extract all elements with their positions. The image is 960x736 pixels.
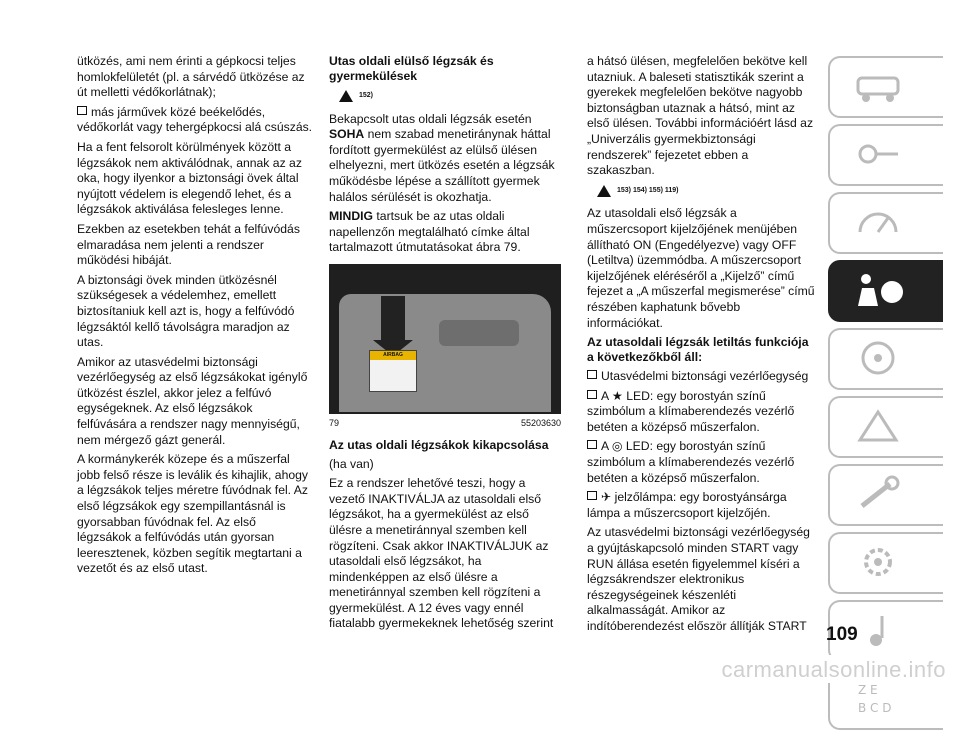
warning-reference (597, 183, 817, 199)
emphasis: SOHA (329, 127, 365, 142)
alphabet-index-icon (852, 678, 908, 718)
paragraph: Ez a rendszer lehetővé teszi, hogy a vezető INAKTIVÁLJA az utasoldali első légzsákot, ha a gyermekülést az első ülésre a menetiránnyal szemben kell rögzíteni. Csak akkor INAKTIVÁLJUK az utasoldali első légzsákot, ha mindenképpen az első ülésre a menetiránnyal szemben kell rögzíteni a gyermekülést. A 12 éves vagy ennél fiatalabb gyermekeknek lehetőség szerint (329, 476, 554, 631)
paragraph (329, 209, 561, 256)
bullet-text: A (601, 388, 609, 403)
paragraph: Ha a fent felsorolt körülmények között a légzsákok nem aktiválódnak, annak az az oka, hogy ilyenkor a biztonsági övek által nyújtott védelem is elegendő lehet, és a légzsákok aktiválása felesleges lenne. (77, 139, 302, 217)
bullet-icon (77, 106, 87, 115)
reference-number: 152) (359, 92, 374, 99)
watermark[interactable]: carmanualsonline.info (721, 657, 946, 682)
airbag-warning-light-icon: ✈ (601, 490, 612, 505)
passenger-airbag-on-icon: ◎ (611, 439, 623, 454)
bullet-icon (587, 440, 597, 449)
tab-instruments[interactable] (828, 192, 943, 254)
bullet-item (587, 389, 817, 436)
tab-driving[interactable] (828, 328, 943, 390)
text-column-3 (587, 54, 817, 639)
reference-numbers: 153) 154) 155) 119) (617, 186, 679, 194)
section-heading: Az utasoldali légzsák letiltás funkciója a következőkből áll: (587, 335, 809, 365)
bullet-item (587, 490, 817, 521)
paragraph: Ezekben az esetekben tehát a felfúvódás elmaradása nem jelenti a rendszer működési hibáját. (77, 221, 300, 268)
tab-keys[interactable] (828, 124, 943, 186)
passenger-airbag-off-icon: ★ (611, 388, 623, 403)
paragraph-text: tartsuk be az utas oldali napellenzőn megtalálható címke által tartalmazott útmutatásokat ábra 79. (329, 209, 530, 255)
vanity-mirror-cover (439, 320, 519, 346)
figure-number: 79 (329, 417, 340, 428)
gear-icon (852, 542, 908, 582)
warning-reference (339, 88, 561, 104)
paragraph-text: Bekapcsolt utas oldali légzsák esetén (329, 111, 532, 126)
tab-safety[interactable] (828, 260, 943, 322)
bullet-icon (587, 370, 597, 379)
text-column-2 (329, 54, 561, 636)
section-heading: Utas oldali elülső légzsák és gyermekülések (329, 54, 494, 83)
wrench-icon (852, 474, 908, 514)
airbag-label-text: AIRBAG (370, 351, 416, 360)
page-number: 109 (826, 624, 858, 645)
tab-vehicle[interactable] (828, 56, 943, 118)
warning-icon (339, 90, 353, 102)
tab-emergency[interactable] (828, 396, 943, 458)
paragraph (329, 112, 561, 206)
emphasis: MINDIG (329, 209, 374, 224)
tab-specifications[interactable] (828, 532, 943, 594)
footer (0, 655, 960, 683)
bullet-item (587, 439, 817, 486)
paragraph: A biztonsági övek minden ütközésnél szükségesek a védelemhez, emellett biztosítaniuk kell azt is, hogy a felfúvódó légzsáktól kellő távolságra maradjon az utas. (77, 272, 295, 350)
bullet-text: A (601, 439, 609, 454)
bullet-item (77, 105, 313, 136)
warning-icon (597, 185, 611, 197)
paragraph: A kormánykerék közepe és a műszerfal jobb felső része is leválik és kihajlik, ahogy a légzsákok teljes méretre fúvódnak fel. Az első légzsákok egy szempillantásnál is gyorsabban fúvódnak fel. Az első légzsákok a felfúvódás után gyorsan leeresztenek, közben segítik megtartani a vezetőt és az első utast. (77, 452, 309, 576)
bullet-item (587, 369, 817, 385)
figure-caption (329, 416, 561, 432)
airbag-warning-label (369, 350, 417, 392)
paragraph: Az utasoldali első légzsák a műszercsoport kijelzőjének menüjében állítható ON (Engedélyezve) vagy OFF (Letiltva) üzemmódba. A műszercsoport kijelzőjének eléréséről a „Kijelző” című fejezet a „A műszerfal megismerése” című részében kaphatunk bővebb információkat. (587, 206, 815, 330)
bullet-text: jelzőlámpa: egy borostyánsárga lámpa a műszercsoport kijelzőjén. (587, 490, 787, 520)
paragraph: ütközés, ami nem érinti a gépkocsi teljes homlokfelületét (pl. a sárvédő ütközése az út melletti védőkorlátnak); (77, 54, 305, 100)
steering-wheel-icon (852, 338, 908, 378)
car-info-icon (852, 66, 908, 106)
bullet-text: más járművek közé beékelődés, védőkorlát vagy tehergépkocsi alá csúszás. (77, 104, 313, 135)
subheading: (ha van) (329, 456, 374, 471)
paragraph-text: nem szabad menetiránynak háttal fordított gyermekülést az elülső ülésen elhelyezni, mert ütközés esetén a légzsák működésbe lépése a szállított gyermek halálos sérülését is okozhatja. (329, 127, 555, 204)
figure-code: 55203630 (520, 417, 561, 428)
bullet-text: LED: egy borostyán színű szimbólum a klímaberendezés vezérlő betéten a középső műszerfalon. (587, 439, 795, 485)
tab-maintenance[interactable] (828, 464, 943, 526)
bullet-text: LED: egy borostyán színű szimbólum a klímaberendezés vezérlő betéten a középső műszerfalon. (587, 388, 795, 434)
svg-text:B C D: B C D (858, 701, 892, 715)
gauge-icon (852, 202, 908, 242)
music-note-icon (852, 610, 908, 650)
text-column-1 (77, 54, 313, 581)
bullet-icon (587, 390, 597, 399)
key-icon (852, 134, 908, 174)
paragraph: Az utasvédelmi biztonsági vezérlőegység a gyújtáskapcsoló minden START vagy RUN állása esetén figyelemmel kíséri a légzsákrendszer elektronikus részegységeinek készenléti alkalmasságát. Amikor az indítóberendezést először állítják START (587, 525, 810, 633)
arrow-icon (381, 296, 405, 344)
bullet-icon (587, 491, 597, 500)
paragraph: Amikor az utasvédelmi biztonsági vezérlőegység az első légzsákokat igénylő ütközést észlel, akkor jelez a felfúvó egységeknek. Az első légzsákok felfúvására a rendszer nagy mennyiségű, nem mérgező gázt generál. (77, 354, 308, 447)
hazard-icon (852, 406, 908, 446)
section-heading: Az utas oldali légzsákok kikapcsolása (329, 437, 549, 452)
paragraph: a hátsó ülésen, megfelelően bekötve kell utazniuk. A baleseti statisztikák szerint a gyerekek megfelelően bekötve nagyobb biztonságban utaznak a hátsó, mint az első ülésen. További információért lásd az „Univerzális gyermekbiztonsági rendszerek” fejezetet ebben a szakaszban. (587, 54, 814, 178)
sun-visor-figure (329, 264, 561, 414)
bullet-text: Utasvédelmi biztonsági vezérlőegység (601, 369, 809, 384)
seatbelt-airbag-icon (852, 270, 908, 310)
svg-text:Z E: Z E (858, 683, 878, 697)
